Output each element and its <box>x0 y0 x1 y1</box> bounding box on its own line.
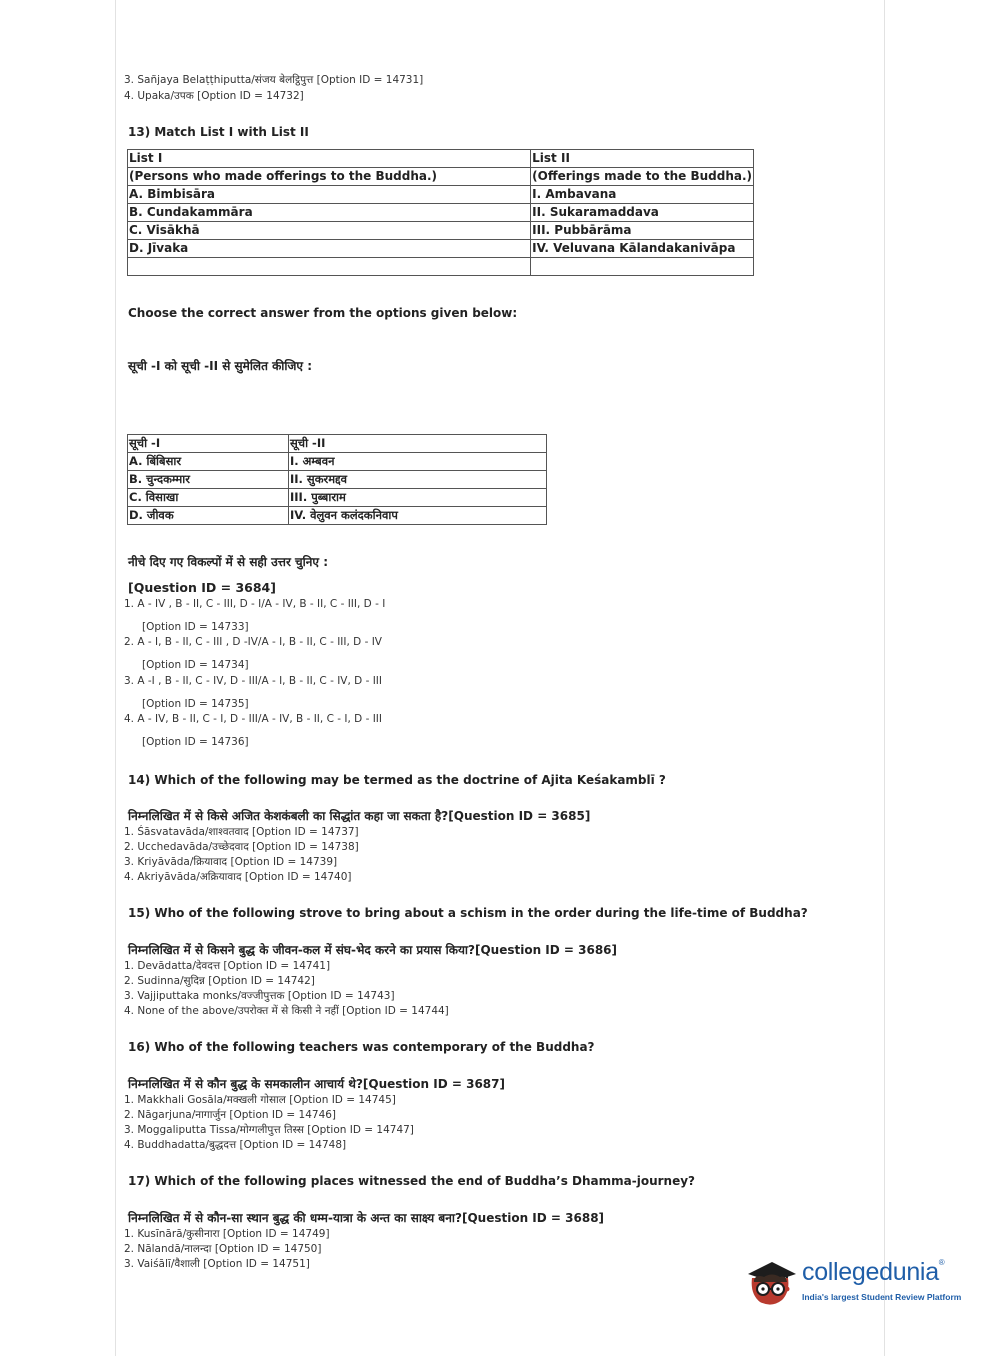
question-13-title: 13) Match List I with List II <box>128 125 309 139</box>
question-id: [Question ID = 3684] <box>128 580 276 595</box>
option-line: 1. Devādatta/देवदत्त [Option ID = 14741] <box>124 960 331 972</box>
table-cell: B. Cundakammāra <box>128 204 531 222</box>
option-line: 3. A -I , B - II, C - IV, D - III/A - I, B - II, C - IV, D - III <box>124 675 382 687</box>
question-17-hindi: निम्नलिखित में से कौन-सा स्थान बुद्ध की धम्म-यात्रा के अन्त का साक्ष्य बना?[Question ID = 3688] <box>128 1211 605 1225</box>
table-row <box>128 453 547 471</box>
option-line: 3. Kriyāvāda/क्रियावाद [Option ID = 14739] <box>124 856 338 868</box>
option-line: 4. A - IV, B - II, C - I, D - III/A - IV, B - II, C - I, D - III <box>124 713 382 725</box>
option-line: 3. Vaiśālī/वैशाली [Option ID = 14751] <box>124 1258 310 1270</box>
table-cell: III. पुब्बाराम <box>289 489 547 507</box>
option-line: 1. Śāsvatavāda/शाश्वतवाद [Option ID = 14737] <box>124 826 359 838</box>
page-border-left <box>115 0 116 1356</box>
table-cell: III. Pubbārāma <box>531 222 754 240</box>
table-cell: (Offerings made to the Buddha.) <box>531 168 754 186</box>
brand-name <box>802 1258 944 1287</box>
choose-answer-english: Choose the correct answer from the options given below: <box>128 306 518 320</box>
option-line: 4. None of the above/उपरोक्त में से किसी ने नहीं [Option ID = 14744] <box>124 1005 449 1017</box>
table-cell: D. जीवक <box>128 507 289 525</box>
option-line: 2. Nāgarjuna/नागार्जुन [Option ID = 14746] <box>124 1109 337 1121</box>
table-cell <box>128 258 531 276</box>
table-cell: IV. वेलुवन कलंदकनिवाप <box>289 507 547 525</box>
table-row <box>128 489 547 507</box>
table-cell: B. चुन्दकम्मार <box>128 471 289 489</box>
brand-tagline: India's largest Student Review Platform <box>802 1292 962 1302</box>
question-16-title: 16) Who of the following teachers was contemporary of the Buddha? <box>128 1040 595 1054</box>
table-cell: I. Ambavana <box>531 186 754 204</box>
option-line: 3. Vajjiputtaka monks/वज्जीपुत्तक [Option ID = 14743] <box>124 990 395 1002</box>
question-17-title: 17) Which of the following places witnessed the end of Buddha’s Dhamma-journey? <box>128 1174 695 1188</box>
option-id: [Option ID = 14734] <box>142 659 249 671</box>
table-row <box>128 204 754 222</box>
table-row <box>128 435 547 453</box>
option-line: 2. Nālandā/नालन्दा [Option ID = 14750] <box>124 1243 322 1255</box>
table-cell: (Persons who made offerings to the Buddha.) <box>128 168 531 186</box>
question-15-title: 15) Who of the following strove to bring about a schism in the order during the life-time of Buddha? <box>128 906 808 920</box>
question-14-hindi: निम्नलिखित में से किसे अजित केशकंबली का सिद्धांत कहा जा सकता है?[Question ID = 3685] <box>128 809 591 823</box>
option-line: 1. A - IV , B - II, C - III, D - I/A - IV, B - II, C - III, D - I <box>124 598 386 610</box>
table-cell: C. विसाखा <box>128 489 289 507</box>
table-cell: D. Jīvaka <box>128 240 531 258</box>
table-cell <box>531 258 754 276</box>
table-row <box>128 168 754 186</box>
option-id: [Option ID = 14735] <box>142 698 249 710</box>
option-line: 3. Moggaliputta Tissa/मोग्गलीपुत्त तिस्स [Option ID = 14747] <box>124 1124 414 1136</box>
table-cell: II. सुकरमद्दव <box>289 471 547 489</box>
match-table-english <box>127 149 754 276</box>
table-cell: C. Visākhā <box>128 222 531 240</box>
table-row <box>128 258 754 276</box>
option-line: 1. Kusīnārā/कुसीनारा [Option ID = 14749] <box>124 1228 330 1240</box>
table-row <box>128 150 754 168</box>
table-cell: सूची -I <box>128 435 289 453</box>
mascot-icon <box>742 1252 800 1310</box>
option-line: 2. Ucchedavāda/उच्छेदवाद [Option ID = 14738] <box>124 841 359 853</box>
table-cell: IV. Veluvana Kālandakanivāpa <box>531 240 754 258</box>
option-line: 2. Sudinna/सुदिन्न [Option ID = 14742] <box>124 975 315 987</box>
table-cell: A. Bimbisāra <box>128 186 531 204</box>
table-row <box>128 240 754 258</box>
question-16-hindi: निम्नलिखित में से कौन बुद्ध के समकालीन आचार्य थे?[Question ID = 3687] <box>128 1077 505 1091</box>
table-cell: A. बिंबिसार <box>128 453 289 471</box>
table-cell: I. अम्बवन <box>289 453 547 471</box>
option-id: [Option ID = 14736] <box>142 736 249 748</box>
option-line: 4. Buddhadatta/बुद्धदत्त [Option ID = 14748] <box>124 1139 347 1151</box>
table-cell: List II <box>531 150 754 168</box>
collegedunia-logo[interactable] <box>742 1252 972 1310</box>
table-cell: सूची -II <box>289 435 547 453</box>
option-line: 2. A - I, B - II, C - III , D -IV/A - I, B - II, C - III, D - IV <box>124 636 382 648</box>
table-row <box>128 222 754 240</box>
brand-text: collegedunia <box>802 1258 939 1286</box>
table-row <box>128 507 547 525</box>
table-cell: List I <box>128 150 531 168</box>
question-14-title: 14) Which of the following may be termed as the doctrine of Ajita Keśakamblī ? <box>128 773 666 787</box>
question-15-hindi: निम्नलिखित में से किसने बुद्ध के जीवन-कल में संघ-भेद करने का प्रयास किया?[Question ID = 3686] <box>128 943 618 957</box>
option-line: 3. Sañjaya Belaṭṭhiputta/संजय बेलट्ठिपुत्त [Option ID = 14731] <box>124 74 424 86</box>
option-line: 4. Upaka/उपक [Option ID = 14732] <box>124 90 304 102</box>
brand-trademark: ® <box>938 1258 945 1267</box>
page-border-right <box>884 0 885 1356</box>
option-id: [Option ID = 14733] <box>142 621 249 633</box>
option-line: 1. Makkhali Gosāla/मक्खली गोसाल [Option ID = 14745] <box>124 1094 396 1106</box>
table-row <box>128 471 547 489</box>
table-cell: II. Sukaramaddava <box>531 204 754 222</box>
table-row <box>128 186 754 204</box>
choose-answer-hindi: नीचे दिए गए विकल्पों में से सही उत्तर चुनिए : <box>128 555 329 569</box>
option-line: 4. Akriyāvāda/अक्रियावाद [Option ID = 14740] <box>124 871 352 883</box>
match-table-hindi <box>127 434 547 525</box>
match-instruction-hindi: सूची -I को सूची -II से सुमेलित कीजिए : <box>128 359 313 373</box>
